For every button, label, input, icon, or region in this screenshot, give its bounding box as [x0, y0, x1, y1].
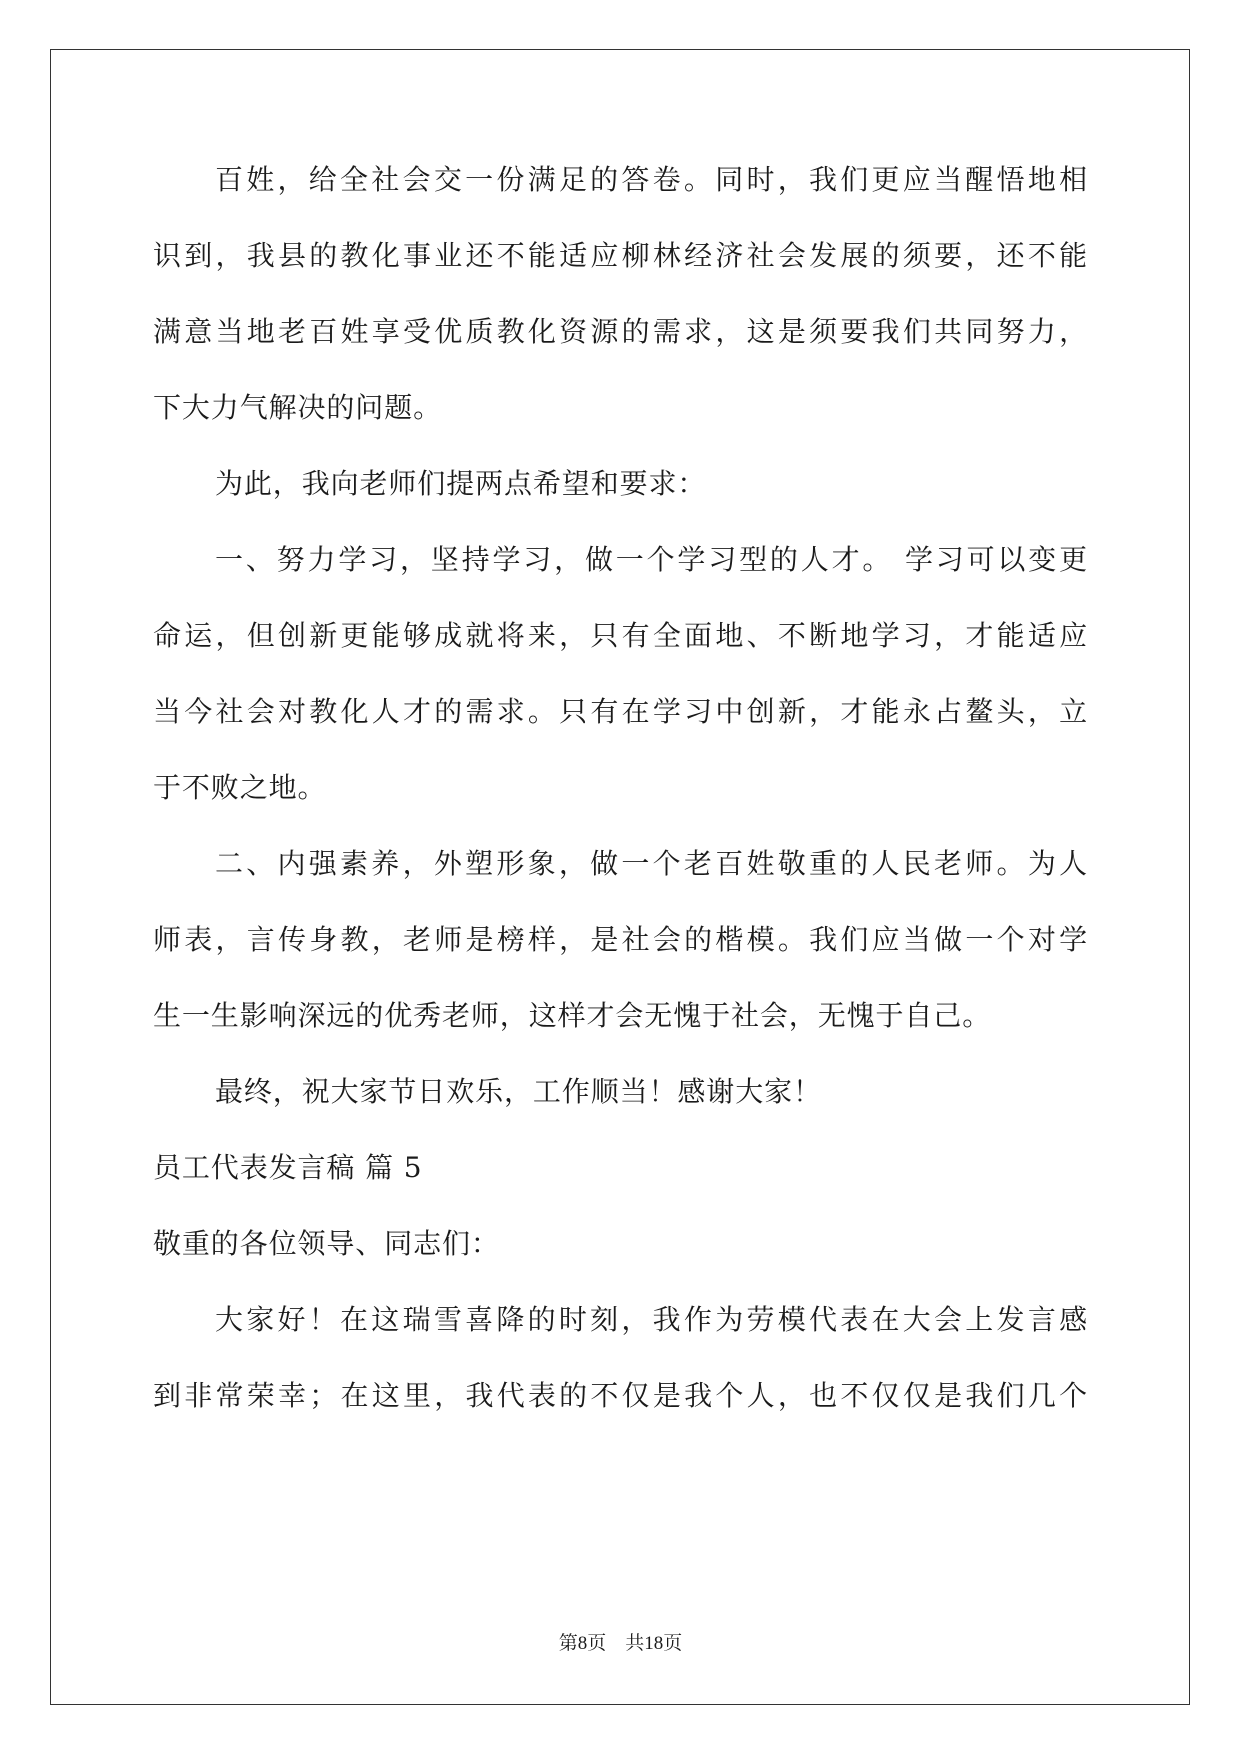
paragraph-line: 为此，我向老师们提两点希望和要求：: [215, 467, 707, 500]
paragraph-line: 于不败之地。: [153, 771, 327, 804]
page-total: 共18页: [625, 1633, 683, 1654]
line-text: 大家好！在这瑞雪喜降的时刻，我作为劳模代表在大会上发言感: [215, 1303, 1088, 1336]
paragraph-line: 满意当地老百姓享受优质教化资源的需求，这是须要我们共同努力，: [153, 315, 1088, 348]
line-text: 二、内强素养，外塑形象，做一个老百姓敬重的人民老师。为人: [215, 847, 1088, 880]
page-number: 第8页: [558, 1633, 607, 1654]
paragraph-line: [153, 160, 1088, 200]
line-text: 一、努力学习，坚持学习，做一个学习型的人才。 学习可以变更: [215, 543, 1088, 576]
salutation: 敬重的各位领导、同志们：: [153, 1227, 500, 1260]
paragraph-line: 到非常荣幸；在这里，我代表的不仅是我个人，也不仅仅是我们几个: [153, 1379, 1088, 1412]
paragraph-line: 生一生影响深远的优秀老师，这样才会无愧于社会，无愧于自己。: [153, 999, 992, 1032]
paragraph-line: 识到，我县的教化事业还不能适应柳林经济社会发展的须要，还不能: [153, 239, 1088, 272]
line-text: 百姓，给全社会交一份满足的答卷。同时，我们更应当醒悟地相: [215, 163, 1088, 196]
paragraph-line: [153, 540, 1088, 580]
section-heading: 员工代表发言稿 篇 5: [153, 1151, 423, 1184]
paragraph-line: [153, 1300, 1088, 1340]
paragraph-line: 最终，祝大家节日欢乐，工作顺当！感谢大家！: [215, 1075, 822, 1108]
paragraph-line: 师表，言传身教，老师是榜样，是社会的楷模。我们应当做一个对学: [153, 923, 1088, 956]
page-footer: [0, 1632, 1241, 1656]
paragraph-line: [153, 844, 1088, 884]
paragraph-line: 下大力气解决的问题。: [153, 391, 443, 424]
paragraph-line: 当今社会对教化人才的需求。只有在学习中创新，才能永占鳌头，立: [153, 695, 1088, 728]
paragraph-line: 命运，但创新更能够成就将来，只有全面地、不断地学习，才能适应: [153, 619, 1088, 652]
